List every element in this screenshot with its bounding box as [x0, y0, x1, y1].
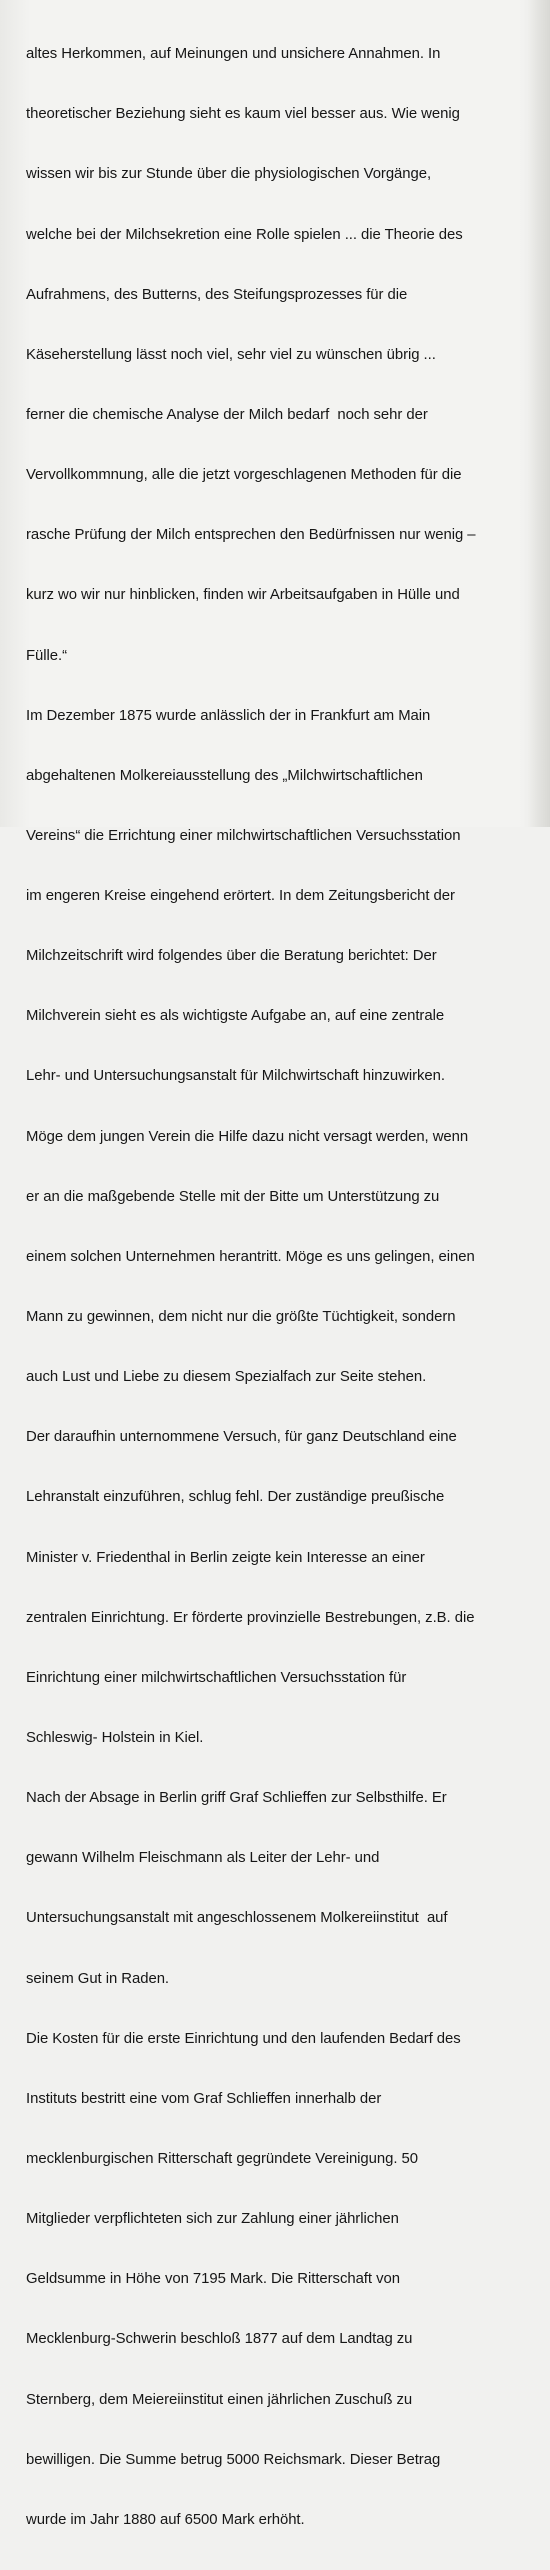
text-line: wissen wir bis zur Stunde über die physiologischen Vorgänge, [26, 166, 432, 183]
text-line: seinem Gut in Raden. [26, 1970, 170, 1987]
text-line: Mann zu gewinnen, dem nicht nur die größte Tüchtigkeit, sondern [26, 1309, 456, 1326]
text-line: gewann Wilhelm Fleischmann als Leiter der Lehr- und [26, 1850, 380, 1867]
text-line: Lehr- und Untersuchungsanstalt für Milchwirtschaft hinzuwirken. [26, 1068, 445, 1085]
text-line: Nach der Absage in Berlin griff Graf Schlieffen zur Selbsthilfe. Er [26, 1790, 447, 1807]
text-line: Vervollkommnung, alle die jetzt vorgeschlagenen Methoden für die [26, 467, 462, 484]
text-line: Milchverein sieht es als wichtigste Aufgabe an, auf eine zentrale [26, 1008, 445, 1025]
text-line: Sternberg, dem Meiereiinstitut einen jährlichen Zuschuß zu [26, 2391, 413, 2408]
text-line: er an die maßgebende Stelle mit der Bitte um Unterstützung zu [26, 1188, 440, 1205]
text-line: rasche Prüfung der Milch entsprechen den Bedürfnissen nur wenig – [26, 527, 476, 544]
text-line: Mitglieder verpflichteten sich zur Zahlung einer jährlichen [26, 2211, 399, 2228]
text-line: bewilligen. Die Summe betrug 5000 Reichsmark. Dieser Betrag [26, 2451, 441, 2468]
text-line: kurz wo wir nur hinblicken, finden wir Arbeitsaufgaben in Hülle und [26, 587, 460, 604]
text-line: Mecklenburg-Schwerin beschloß 1877 auf dem Landtag zu [26, 2331, 413, 2348]
text-line: auch Lust und Liebe zu diesem Spezialfach zur Seite stehen. [26, 1369, 427, 1386]
text-line: altes Herkommen, auf Meinungen und unsichere Annahmen. In [26, 46, 441, 63]
document-body [26, 4, 540, 2570]
text-line: Im Dezember 1875 wurde anlässlich der in Frankfurt am Main [26, 707, 431, 724]
text-line: welche bei der Milchsekretion eine Rolle spielen ... die Theorie des [26, 226, 463, 243]
text-line: Milchzeitschrift wird folgendes über die Beratung berichtet: Der [26, 948, 437, 965]
text-line: Lehranstalt einzuführen, schlug fehl. Der zuständige preußische [26, 1489, 445, 1506]
text-line: Einrichtung einer milchwirtschaftlichen Versuchsstation für [26, 1669, 407, 1686]
text-line: Der daraufhin unternommene Versuch, für ganz Deutschland eine [26, 1429, 457, 1446]
text-line: Vereins“ die Errichtung einer milchwirtschaftlichen Versuchsstation [26, 827, 461, 844]
text-line: wurde im Jahr 1880 auf 6500 Mark erhöht. [26, 2511, 305, 2528]
text-line: Aufrahmens, des Butterns, des Steifungsprozesses für die [26, 286, 408, 303]
text-line: Schleswig- Holstein in Kiel. [26, 1730, 204, 1747]
text-line: Geldsumme in Höhe von 7195 Mark. Die Ritterschaft von [26, 2271, 400, 2288]
text-line: Minister v. Friedenthal in Berlin zeigte kein Interesse an einer [26, 1549, 425, 1566]
text-line: im engeren Kreise eingehend erörtert. In dem Zeitungsbericht der [26, 888, 455, 905]
text-line: abgehaltenen Molkereiausstellung des „Milchwirtschaftlichen [26, 767, 423, 784]
text-line: Instituts bestritt eine vom Graf Schlieffen innerhalb der [26, 2090, 382, 2107]
text-line: Untersuchungsanstalt mit angeschlossenem Molkereiinstitut auf [26, 1910, 448, 1927]
text-line: mecklenburgischen Ritterschaft gegründete Vereinigung. 50 [26, 2151, 418, 2168]
text-line: einem solchen Unternehmen herantritt. Möge es uns gelingen, einen [26, 1248, 475, 1265]
text-line: Möge dem jungen Verein die Hilfe dazu nicht versagt werden, wenn [26, 1128, 469, 1145]
text-line: theoretischer Beziehung sieht es kaum viel besser aus. Wie wenig [26, 106, 460, 123]
text-line: Fülle.“ [26, 647, 68, 664]
text-line: ferner die chemische Analyse der Milch bedarf noch sehr der [26, 406, 428, 423]
text-line: Käseherstellung lässt noch viel, sehr viel zu wünschen übrig ... [26, 346, 436, 363]
text-line: Die Kosten für die erste Einrichtung und den laufenden Bedarf des [26, 2030, 461, 2047]
text-line: zentralen Einrichtung. Er förderte provinzielle Bestrebungen, z.B. die [26, 1609, 475, 1626]
